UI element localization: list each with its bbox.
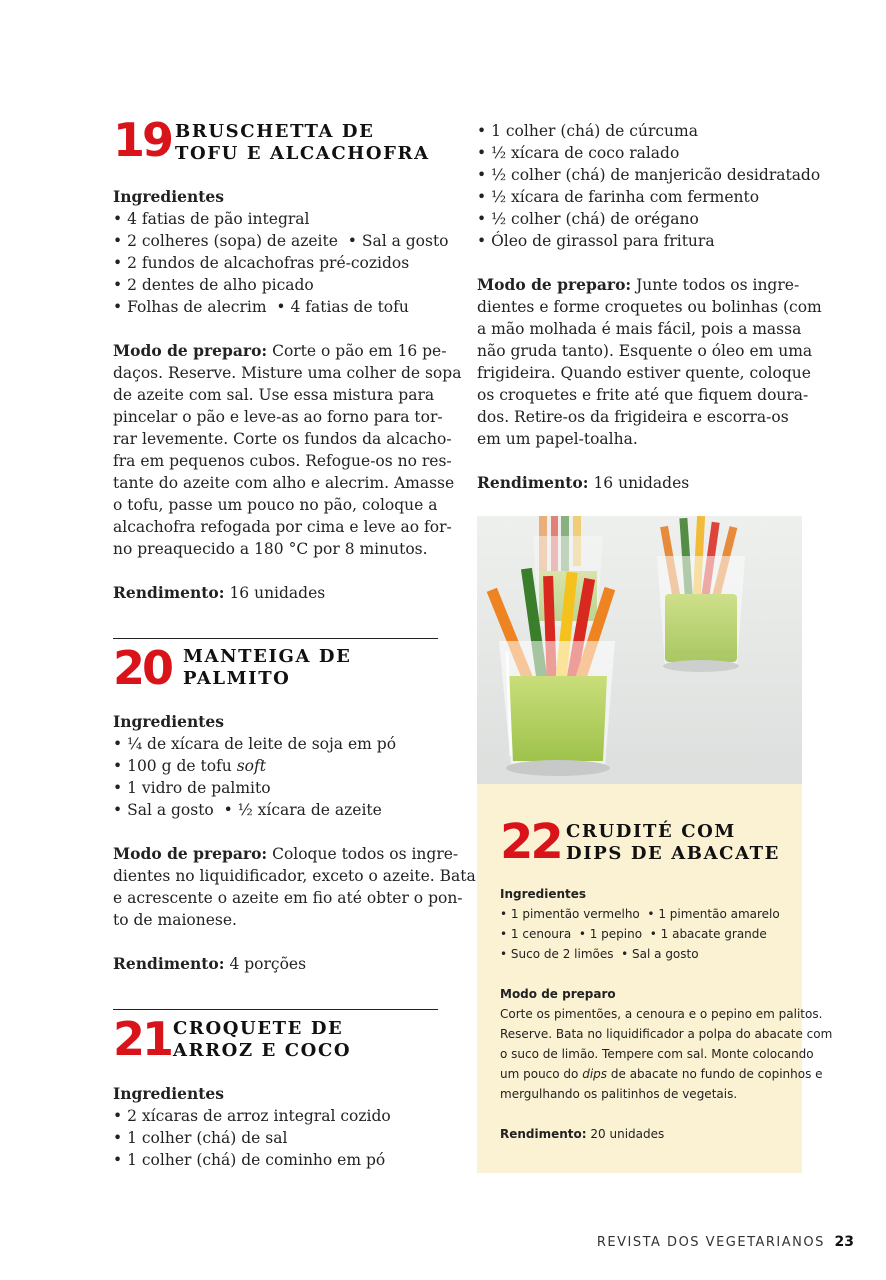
ingredient-row bbox=[113, 755, 438, 777]
ingredient-list-part1 bbox=[113, 1083, 438, 1171]
ingredient-item: • 2 colheres (sopa) de azeite bbox=[113, 232, 338, 250]
ingredient-item: • ½ colher (chá) de manjericão desidratado bbox=[477, 164, 802, 186]
ingredient-item: • 1 pimentão amarelo bbox=[647, 907, 779, 921]
ingredient-item: • Suco de 2 limões bbox=[500, 947, 613, 961]
method-line: o suco de limão. Tempere com sal. Monte colocando bbox=[500, 1047, 814, 1061]
ingredients-heading: Ingredientes bbox=[500, 887, 587, 901]
method-line: dientes no liquidificador, exceto o azeite. Bata bbox=[113, 867, 476, 885]
recipe-title-line: CRUDITÉ COM bbox=[566, 821, 736, 842]
yield-value: 16 unidades bbox=[593, 474, 690, 492]
ingredient-item: • ½ xícara de farinha com fermento bbox=[477, 186, 802, 208]
method-line: dientes e forme croquetes ou bolinhas (com bbox=[477, 298, 822, 316]
ingredient-item: • 2 dentes de alho picado bbox=[113, 274, 438, 296]
ingredient-row bbox=[500, 924, 795, 944]
method-line bbox=[500, 1064, 823, 1084]
yield-value: 16 unidades bbox=[229, 584, 326, 602]
method-line: a mão molhada é mais fácil, pois a massa bbox=[477, 320, 802, 338]
ingredient-item: • 1 colher (chá) de cúrcuma bbox=[477, 120, 802, 142]
crudite-photo bbox=[477, 516, 802, 784]
method-line: os croquetes e frite até que fiquem doura- bbox=[477, 386, 809, 404]
ingredient-item-italic: soft bbox=[236, 757, 266, 775]
method-line: to de maionese. bbox=[113, 911, 237, 929]
crudite-illustration bbox=[477, 516, 802, 784]
yield-label: Rendimento: bbox=[500, 1127, 587, 1141]
method-line: frigideira. Quando estiver quente, coloque bbox=[477, 364, 811, 382]
recipe-title-line: BRUSCHETTA DE bbox=[175, 121, 375, 142]
ingredient-item: • Sal a gosto bbox=[113, 801, 214, 819]
method-line: mergulhando os palitinhos de vegetais. bbox=[500, 1087, 738, 1101]
method-line: em um papel-toalha. bbox=[477, 430, 638, 448]
recipe-number: 22 bbox=[500, 814, 561, 870]
recipe-title-line: DIPS DE ABACATE bbox=[566, 843, 780, 864]
ingredients-heading: Ingredientes bbox=[113, 187, 224, 206]
ingredient-item: • 1 colher (chá) de cominho em pó bbox=[113, 1149, 438, 1171]
ingredient-item: • ½ xícara de azeite bbox=[224, 801, 382, 819]
yield bbox=[477, 472, 802, 494]
method-line: o tofu, passe um pouco no pão, coloque a bbox=[113, 496, 438, 514]
ingredient-item: • 1 pepino bbox=[579, 927, 642, 941]
page-footer bbox=[597, 1234, 854, 1250]
method-line: alcachofra refogada por cima e leve ao for- bbox=[113, 518, 452, 536]
ingredient-item: • ½ xícara de coco ralado bbox=[477, 142, 802, 164]
recipe-number: 20 bbox=[113, 641, 172, 695]
method-text bbox=[113, 843, 476, 931]
divider bbox=[113, 1009, 438, 1010]
ingredient-item: • 2 fundos de alcachofras pré-cozidos bbox=[113, 252, 438, 274]
page-number: 23 bbox=[834, 1234, 854, 1250]
method-line: tante do azeite com alho e alecrim. Amasse bbox=[113, 474, 455, 492]
ingredient-item: • ½ colher (chá) de orégano bbox=[477, 208, 802, 230]
ingredient-item: • ¼ de xícara de leite de soja em pó bbox=[113, 733, 438, 755]
method-line: Reserve. Bata no liquidificador a polpa do abacate com bbox=[500, 1027, 833, 1041]
recipe-title bbox=[173, 1018, 351, 1062]
method-fragment: de abacate no fundo de copinhos e bbox=[610, 1067, 823, 1081]
ingredient-row bbox=[500, 944, 795, 964]
ingredient-item: • 1 pimentão vermelho bbox=[500, 907, 640, 921]
method-line: daços. Reserve. Misture uma colher de sopa bbox=[113, 364, 462, 382]
recipe-body bbox=[113, 186, 462, 604]
divider bbox=[113, 638, 438, 639]
method-line: no preaquecido a 180 °C por 8 minutos. bbox=[113, 540, 428, 558]
recipe-body bbox=[113, 711, 476, 975]
ingredient-item: • 2 xícaras de arroz integral cozido bbox=[113, 1105, 438, 1127]
method-heading: Modo de preparo bbox=[500, 987, 616, 1001]
recipe-body-continued bbox=[477, 120, 822, 494]
method-line: dos. Retire-os da frigideira e escorra-os bbox=[477, 408, 789, 426]
ingredient-list bbox=[113, 208, 449, 318]
recipe-title-line: TOFU E ALCACHOFRA bbox=[175, 143, 430, 164]
ingredient-item: • Sal a gosto bbox=[348, 232, 449, 250]
yield-label: Rendimento: bbox=[113, 954, 225, 973]
ingredient-item: • Folhas de alecrim bbox=[113, 298, 267, 316]
recipe-22-box bbox=[477, 784, 833, 1173]
recipe-number: 21 bbox=[113, 1012, 172, 1066]
ingredient-row bbox=[113, 799, 438, 821]
ingredient-row bbox=[500, 904, 795, 924]
yield bbox=[113, 582, 438, 604]
ingredients-heading: Ingredientes bbox=[113, 712, 224, 731]
yield-value: 4 porções bbox=[229, 955, 307, 973]
yield-value: 20 unidades bbox=[590, 1127, 665, 1141]
ingredient-row bbox=[113, 230, 449, 252]
method-text bbox=[477, 274, 822, 450]
ingredient-list-part2 bbox=[477, 120, 821, 252]
method-line: não gruda tanto). Esquente o óleo em uma bbox=[477, 342, 813, 360]
method-line: fra em pequenos cubos. Refogue-os no res- bbox=[113, 452, 452, 470]
magazine-name: REVISTA DOS VEGETARIANOS bbox=[596, 1235, 825, 1250]
method-line: e acrescente o azeite em fio até obter o pon- bbox=[113, 889, 463, 907]
recipe-title bbox=[175, 121, 430, 165]
method-line: Corte o pão em 16 pe- bbox=[272, 342, 447, 360]
ingredient-item: • 1 vidro de palmito bbox=[113, 777, 438, 799]
ingredient-row bbox=[113, 296, 438, 318]
ingredient-list bbox=[113, 733, 438, 821]
recipe-title-line: MANTEIGA DE bbox=[183, 646, 352, 667]
method-line: rar levemente. Corte os fundos da alcacho- bbox=[113, 430, 452, 448]
recipe-body bbox=[500, 884, 833, 1144]
recipe-number: 19 bbox=[113, 113, 172, 167]
recipe-title-line: PALMITO bbox=[183, 668, 291, 689]
ingredient-item: • 1 cenoura bbox=[500, 927, 571, 941]
yield-label: Rendimento: bbox=[113, 583, 225, 602]
method-label: Modo de preparo: bbox=[477, 275, 632, 294]
yield bbox=[500, 1124, 795, 1144]
ingredient-item: • 1 abacate grande bbox=[650, 927, 767, 941]
ingredients-heading: Ingredientes bbox=[113, 1084, 224, 1103]
method-line: de azeite com sal. Use essa mistura para bbox=[113, 386, 435, 404]
method-label: Modo de preparo: bbox=[113, 341, 268, 360]
yield bbox=[113, 953, 438, 975]
ingredient-item: • Óleo de girassol para fritura bbox=[477, 230, 802, 252]
method-line: Coloque todos os ingre- bbox=[272, 845, 459, 863]
ingredient-item: • Sal a gosto bbox=[621, 947, 698, 961]
method-line: Corte os pimentões, a cenoura e o pepino em palitos. bbox=[500, 1007, 823, 1021]
ingredient-item: • 100 g de tofu bbox=[113, 757, 232, 775]
ingredient-item: • 1 colher (chá) de sal bbox=[113, 1127, 438, 1149]
recipe-title-line: ARROZ E COCO bbox=[173, 1040, 352, 1061]
yield-label: Rendimento: bbox=[477, 473, 589, 492]
recipe-title bbox=[566, 821, 780, 865]
method-fragment: um pouco do bbox=[500, 1067, 579, 1081]
ingredient-item: • 4 fatias de pão integral bbox=[113, 208, 438, 230]
method-text bbox=[113, 340, 462, 560]
recipe-title-line: CROQUETE DE bbox=[173, 1018, 344, 1039]
method-line: Junte todos os ingre- bbox=[636, 276, 800, 294]
method-fragment-italic: dips bbox=[582, 1067, 608, 1081]
method-label: Modo de preparo: bbox=[113, 844, 268, 863]
method-line: pincelar o pão e leve-as ao forno para tor- bbox=[113, 408, 443, 426]
ingredient-item: • 4 fatias de tofu bbox=[276, 298, 408, 316]
recipe-title bbox=[183, 646, 351, 690]
